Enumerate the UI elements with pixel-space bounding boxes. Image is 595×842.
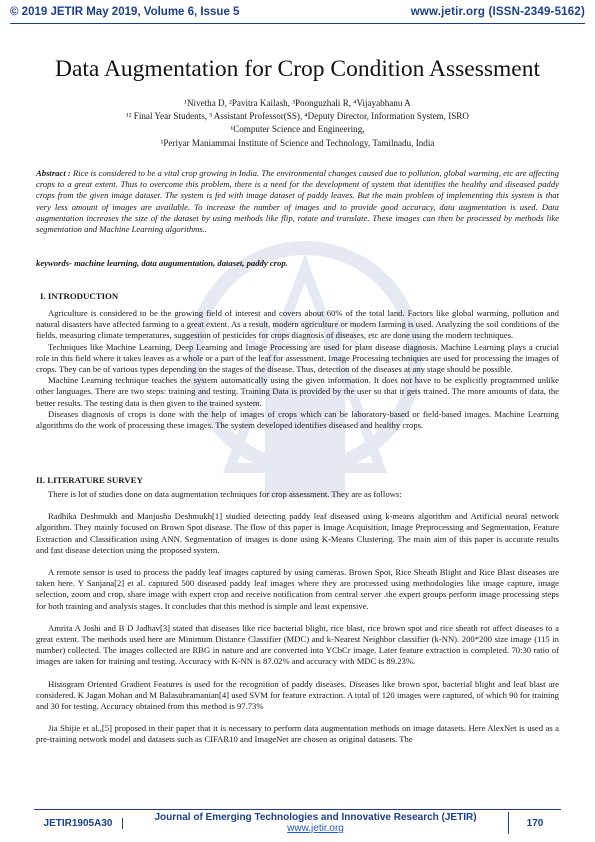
header-right-text: www.jetir.org (ISSN-2349-5162)	[410, 6, 585, 18]
survey-paragraph: Radhika Deshmukh and Manjusha Deshmukh[1] studied detecting paddy leaf diseased using k-means algorithm and Artificial neural network algorithm. They mainly focused on Brown Spot disease. The flow of this paper is Image Acquisition, Image Preprocessing and Segmentation, Feature Extraction and Classification using ANN. Segmentation of images is done using K-Means Clustering. The main aim of this paper is accurate results and fast disease detection using the proposed system.	[36, 511, 559, 555]
journal-name: Journal of Emerging Technologies and Innovative Research (JETIR) www.jetir.org	[123, 812, 509, 834]
author-department: ¹Computer Science and Engineering,	[230, 124, 365, 135]
survey-paragraph: Histogram Oriented Gradient Features is used for the recognition of paddy diseases. Diseases like brown spot, bacterial blight and leaf blast are considered. K Jagan Mohan and M Balasubramanian[4] used SVM for feature extraction. A total of 120 images were captured, of which 90 for training and 30 for testing. Accuracy obtained from this method is 97.73%	[36, 678, 559, 712]
keywords: keywords- machine learning, data augumentation, dataset, paddy crop.	[36, 258, 288, 268]
author-block	[0, 97, 595, 150]
journal-link[interactable]: www.jetir.org	[287, 823, 344, 834]
section-heading-literature-survey: II. LITERATURE SURVEY	[36, 475, 143, 485]
author-institute: ¹Periyar Maniammai Institute of Science and Technology, Tamilnadu, India	[160, 137, 435, 148]
intro-paragraph: Diseases diagnosis of crops is done with the help of images of crops which can be laboratory-based or field-based images. Machine Learning algorithms do the work of processing these images. The system developed identifies diseased and healthy crops.	[36, 408, 559, 431]
abstract-text: Rice is considered to be a vital crop growing in India. The environmental changes caused due to pollution, global warming, etc are affecting crops to a great extent. Thus to overcome this problem, there is a need for the development of system that identifies the healthy and diseased paddy crops from the given image dataset. The system is fed with image dataset of paddy leaves. But the main problem of implementing this system is that very less amount of images are available. To increase the number of images and to provide good accuracy, data augmentation is used. Data augmentation increases the size of the dataset by using methods like flip, rotate and translate. These images can then be processed by methods like segmentation and Machine Learning algorithms..	[36, 168, 559, 235]
watermark-text: JETIR	[248, 313, 362, 357]
intro-paragraph: Techniques like Machine Learning, Deep Learning and Image Processing are used for plant disease diagnosis. Machine Learning plays a crucial role in this field where it takes leaves as a whole or a part of the leaf for assessment. Image Processing techniques are used for processing the images of crops. They can be of various types depending on the stages of the disease. Thus, detection of the diseases at any stage should be possible.	[36, 341, 559, 375]
header-left-text: © 2019 JETIR May 2019, Volume 6, Issue 5	[10, 6, 240, 18]
footer-rule	[34, 809, 561, 810]
section-heading-introduction: I. INTRODUCTION	[40, 291, 119, 301]
intro-paragraph: Machine Learning technique teaches the system automatically using the given information. It does not have to be explicitly programmed unlike other languages. There are two steps: training and testing. Training Data is provided by the user so that it gets trained. The more amounts of data, the better results. The testing data is then given to the trained system.	[36, 375, 559, 408]
survey-paragraph: Amrita A Joshi and B D Jadhav[3] stated that diseases like rice bacterial blight, rice blast, rice brown spot and rice sheath rot affect diseases to a great extent. The methods used here are Minimum Distance Classifier (MDC) and k-Nearest Neighbor classifier (k-NN). 200*200 size image (115 in number) collected. The images collected are RBG in nature and are converted into YCbCr image. Later feature extraction is completed. 70:30 ratio of images are taken for training and testing. Accuracy with K-NN is 87.02% and accuracy with MDC is 89.23%.	[36, 622, 559, 667]
page-number: 170	[526, 817, 544, 829]
page-footer	[34, 812, 561, 834]
page-header	[10, 2, 585, 22]
author-roles: ¹² Final Year Students, ³ Assistant Professor(SS), ⁴Deputy Director, Information System, ISRO	[126, 111, 469, 122]
author-names: ¹Nivetha D, ²Pavitra Kailash, ³Poonguzhali R, ⁴Vijayabhanu A	[184, 98, 411, 108]
abstract-label: Abstract :	[36, 168, 71, 178]
paper-title: Data Augmentation for Crop Condition Assessment	[55, 56, 540, 82]
header-rule	[10, 23, 585, 24]
abstract	[36, 168, 559, 235]
survey-paragraph: A remote sensor is used to process the paddy leaf images captured by using cameras. Brown Spot, Rice Sheath Blight and Rice Blast diseases are taken here. Y Sanjana[2] et al. captured 500 diseased paddy leaf images where they are processed using methodologies like image capture, image selection, zoom and crop, share image with expert crop and receive notification from central server .the expert groups perform image processing steps for both training and analysis stages. It concludes that this method is simple and least expensive.	[36, 567, 559, 611]
literature-survey-body	[36, 489, 559, 746]
survey-paragraph: Jia Shijie et al.,[5] proposed in their paper that it is necessary to perform data augmentation methods on image datasets. Here AlexNet is used as a pre-training network model and datasets such as CIFAR10 and ImageNet are chosen as original datasets. The	[36, 723, 559, 745]
paper-code: JETIR1905A30	[34, 818, 123, 829]
intro-paragraph: Agriculture is considered to be the growing field of interest and covers about 60% of the total land. Factors like global warming, pollution and natural disasters have affected farming to a great extent. As a result, modern agriculture or modern farming is used. Analyzing the soil conditions of the fields, measuring climate temperatures, suggestion of pesticides for crops diagnosis of diseases, etc are done using the modern techniques.	[36, 308, 559, 341]
introduction-body	[36, 308, 559, 431]
survey-intro: There is lot of studies done on data augmentation techniques for crop assessment. They are as follows:	[48, 489, 402, 499]
